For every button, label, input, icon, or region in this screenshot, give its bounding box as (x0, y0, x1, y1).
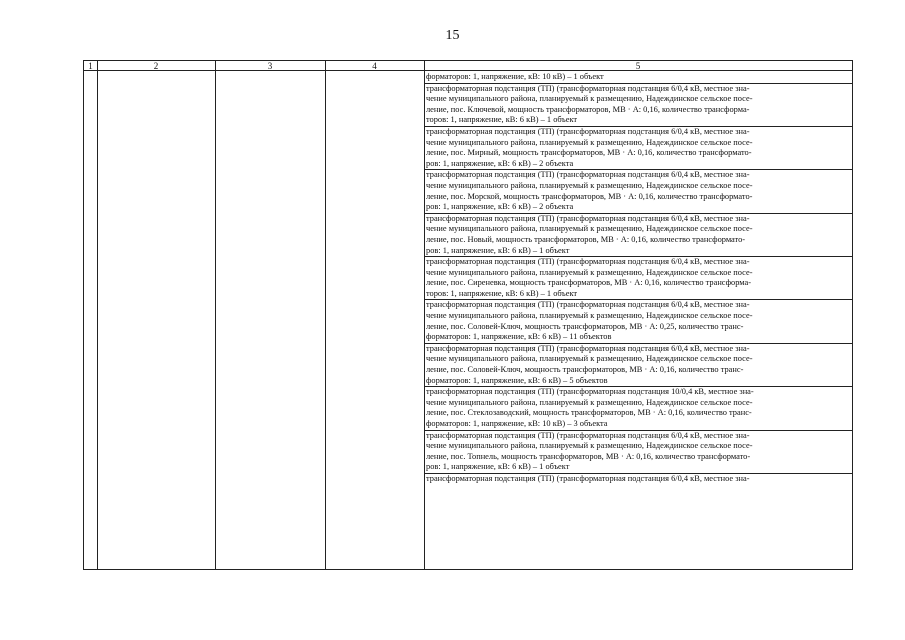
entry-line: ление, пос. Морской, мощность трансформаторов, МВ · А: 0,16, количество трансформато- (426, 191, 753, 201)
entry-line: трансформаторная подстанция (ТП) (трансформаторная подстанция 6/0,4 кВ, местное зна- (426, 343, 750, 353)
header-col-5: 5 (635, 61, 641, 71)
table-entry (424, 127, 852, 170)
entry-line: трансформаторная подстанция (ТП) (трансформаторная подстанция 6/0,4 кВ, местное зна- (426, 213, 750, 223)
entry-line: ров: 1, напряжение, кВ: 6 кВ) – 2 объекта (426, 158, 574, 168)
table-entry (424, 300, 852, 343)
entry-line: ление, пос. Ключевой, мощность трансформаторов, МВ · А: 0,16, количество трансформа- (426, 104, 750, 114)
entry-line: чение муниципального района, планируемый к размещению, Надеждинское сельское посе- (426, 267, 753, 277)
entry-line: чение муниципального района, планируемый к размещению, Надеждинское сельское посе- (426, 311, 753, 321)
header-col-3: 3 (267, 61, 273, 71)
entry-line: ление, пос. Новый, мощность трансформаторов, МВ · А: 0,16, количество трансформато- (426, 234, 746, 244)
page-number: 15 (445, 28, 460, 43)
document-table (83, 60, 853, 570)
entry-line: чение муниципального района, планируемый к размещению, Надеждинское сельское посе- (426, 441, 753, 451)
entry-line: чение муниципального района, планируемый к размещению, Надеждинское сельское посе- (426, 180, 753, 190)
entry-line: трансформаторная подстанция (ТП) (трансформаторная подстанция 6/0,4 кВ, местное зна- (426, 430, 750, 440)
entry-line: форматоров: 1, напряжение, кВ: 6 кВ) – 5 объектов (426, 375, 608, 385)
table-entry (424, 72, 852, 84)
entry-line: чение муниципального района, планируемый к размещению, Надеждинское сельское посе- (426, 354, 753, 364)
entry-line: ление, пос. Соловей-Ключ, мощность трансформаторов, МВ · А: 0,25, количество транс- (426, 321, 744, 331)
column-divider (97, 61, 98, 569)
entry-line: трансформаторная подстанция (ТП) (трансформаторная подстанция 6/0,4 кВ, местное зна- (426, 257, 750, 267)
table-entry (424, 214, 852, 257)
header-col-2: 2 (153, 61, 159, 71)
entry-line: чение муниципального района, планируемый к размещению, Надеждинское сельское посе- (426, 397, 753, 407)
entry-line: трансформаторная подстанция (ТП) (трансформаторная подстанция 10/0,4 кВ, местное зна- (426, 387, 754, 397)
entry-line: торов: 1, напряжение, кВ: 6 кВ) – 1 объект (426, 115, 578, 125)
entry-line: ров: 1, напряжение, кВ: 6 кВ) – 1 объект (426, 245, 570, 255)
table-entry (424, 257, 852, 300)
entry-line: форматоров: 1, напряжение, кВ: 10 кВ) – 1 объект (426, 72, 604, 81)
entry-line: ление, пос. Сиреневка, мощность трансформаторов, МВ · А: 0,16, количество трансформа- (426, 278, 752, 288)
entry-line: трансформаторная подстанция (ТП) (трансформаторная подстанция 6/0,4 кВ, местное зна- (426, 473, 750, 483)
table-entry (424, 474, 852, 485)
entry-line: ров: 1, напряжение, кВ: 6 кВ) – 2 объекта (426, 202, 574, 212)
entry-line: трансформаторная подстанция (ТП) (трансформаторная подстанция 6/0,4 кВ, местное зна- (426, 300, 750, 310)
table-entry (424, 387, 852, 430)
entry-line: трансформаторная подстанция (ТП) (трансформаторная подстанция 6/0,4 кВ, местное зна- (426, 83, 750, 93)
entry-line: ление, пос. Соловей-Ключ, мощность трансформаторов, МВ · А: 0,16, количество транс- (426, 365, 744, 375)
entry-line: торов: 1, напряжение, кВ: 6 кВ) – 1 объект (426, 288, 578, 298)
entry-line: трансформаторная подстанция (ТП) (трансформаторная подстанция 6/0,4 кВ, местное зна- (426, 170, 750, 180)
table-header-row (84, 61, 852, 71)
column-5-content (424, 72, 852, 485)
entry-line: форматоров: 1, напряжение, кВ: 6 кВ) – 11 объектов (426, 332, 612, 342)
column-divider (215, 61, 216, 569)
entry-line: ление, пос. Стеклозаводский, мощность трансформаторов, МВ · А: 0,16, количество транс- (426, 408, 752, 418)
entry-line: трансформаторная подстанция (ТП) (трансформаторная подстанция 6/0,4 кВ, местное зна- (426, 126, 750, 136)
table-entry (424, 170, 852, 213)
table-entry (424, 431, 852, 474)
table-entry (424, 84, 852, 127)
entry-line: ление, пос. Мирный, мощность трансформаторов, МВ · А: 0,16, количество трансформато- (426, 148, 752, 158)
entry-line: чение муниципального района, планируемый к размещению, Надеждинское сельское посе- (426, 137, 753, 147)
table-entry (424, 344, 852, 387)
header-col-1: 1 (88, 61, 93, 71)
header-col-4: 4 (372, 61, 377, 71)
entry-line: чение муниципального района, планируемый к размещению, Надеждинское сельское посе- (426, 224, 753, 234)
entry-line: ров: 1, напряжение, кВ: 6 кВ) – 1 объект (426, 462, 570, 472)
entry-line: чение муниципального района, планируемый к размещению, Надеждинское сельское посе- (426, 94, 753, 104)
entry-line: форматоров: 1, напряжение, кВ: 10 кВ) – 3 объекта (426, 419, 608, 428)
entry-line: ление, пос. Топнель, мощность трансформаторов, МВ · А: 0,16, количество трансформато- (426, 451, 751, 461)
column-divider (325, 61, 326, 569)
